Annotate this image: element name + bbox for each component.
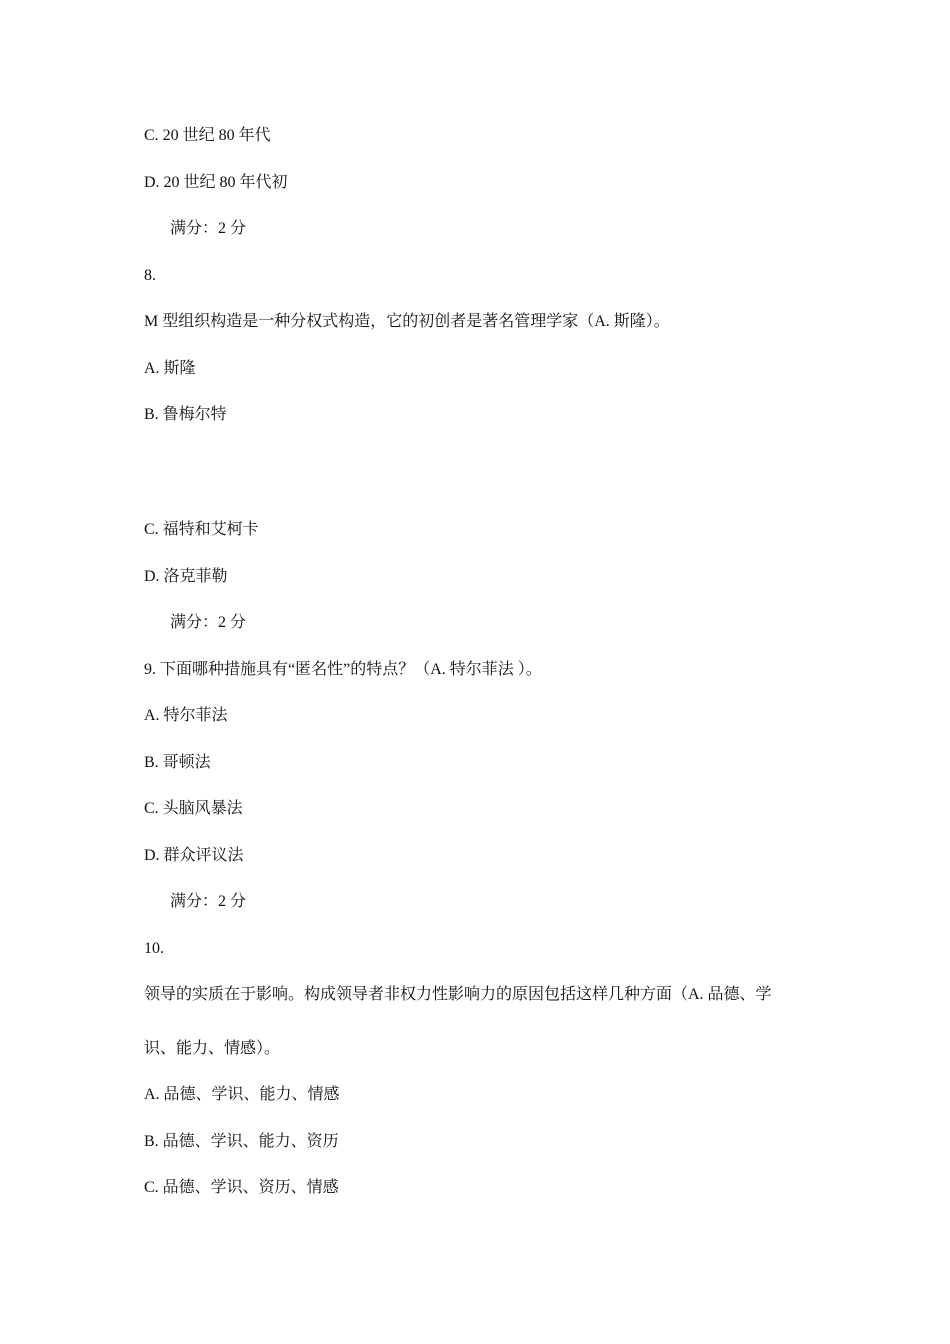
q9-option-d: D. 群众评议法 (144, 847, 244, 864)
q10-number: 10. (144, 940, 164, 957)
q8-stem: M 型组织构造是一种分权式构造，它的初创者是著名管理学家（A. 斯隆）。 (144, 313, 670, 330)
q10-option-a: A. 品德、学识、能力、情感 (144, 1086, 340, 1103)
q8-option-d: D. 洛克菲勒 (144, 568, 228, 585)
q9-option-b: B. 哥顿法 (144, 754, 211, 771)
q8-score: 满分：2 分 (170, 614, 247, 631)
q9-stem: 9. 下面哪种措施具有“匿名性”的特点？（A. 特尔菲法 ）。 (144, 661, 542, 678)
q10-option-c: C. 品德、学识、资历、情感 (144, 1179, 339, 1196)
q9-score: 满分：2 分 (170, 893, 247, 910)
q7-score: 满分：2 分 (170, 220, 247, 237)
q10-stem-line1: 领导的实质在于影响。构成领导者非权力性影响力的原因包括这样几种方面（A. 品德、学 (144, 986, 772, 1003)
q7-option-c: C. 20 世纪 80 年代 (144, 127, 271, 144)
q9-option-a: A. 特尔菲法 (144, 707, 228, 724)
q8-number: 8. (144, 267, 156, 284)
q8-option-b: B. 鲁梅尔特 (144, 406, 227, 423)
q10-option-b: B. 品德、学识、能力、资历 (144, 1133, 339, 1150)
q7-option-d: D. 20 世纪 80 年代初 (144, 174, 288, 191)
q8-option-a: A. 斯隆 (144, 360, 196, 377)
q10-stem-line2: 识、能力、情感）。 (144, 1040, 281, 1057)
q8-option-c: C. 福特和艾柯卡 (144, 521, 259, 538)
q9-option-c: C. 头脑风暴法 (144, 800, 243, 817)
